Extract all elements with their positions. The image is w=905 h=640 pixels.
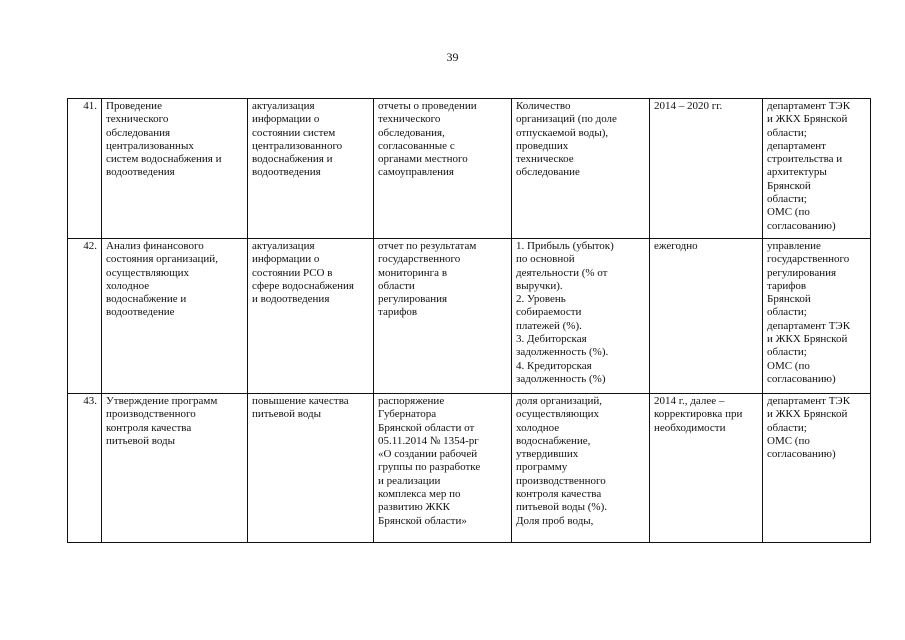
row-number: 43. [68, 394, 102, 543]
responsible-cell: департамент ТЭК и ЖКХ Брянской области; ОМС (по согласованию) [763, 394, 871, 543]
period-cell: 2014 г., далее – корректировка при необходимости [650, 394, 763, 543]
table-row [68, 239, 871, 394]
goal-cell: повышение качества питьевой воды [248, 394, 374, 543]
goal-cell: актуализация информации о состоянии РСО в сфере водоснабжения и водоотведения [248, 239, 374, 394]
activity-cell: Утверждение программ производственного контроля качества питьевой воды [102, 394, 248, 543]
result-cell: отчет по результатам государственного мониторинга в области регулирования тарифов [374, 239, 512, 394]
responsible-cell: управление государственного регулирования тарифов Брянской области; департамент ТЭК и ЖКХ Брянской области; ОМС (по согласованию) [763, 239, 871, 394]
measures-table [67, 98, 871, 543]
indicator-cell: Количество организаций (по доле отпускаемой воды), проведших техническое обследование [512, 99, 650, 239]
row-number: 42. [68, 239, 102, 394]
activity-cell: Проведение технического обследования централизованных систем водоснабжения и водоотведения [102, 99, 248, 239]
responsible-cell: департамент ТЭК и ЖКХ Брянской области; департамент строительства и архитектуры Брянской области; ОМС (по согласованию) [763, 99, 871, 239]
table-row [68, 394, 871, 543]
row-number: 41. [68, 99, 102, 239]
period-cell: ежегодно [650, 239, 763, 394]
indicator-cell: доля организаций, осуществляющих холодное водоснабжение, утвердивших программу производственного контроля качества питьевой воды (%). Доля проб воды, [512, 394, 650, 543]
table-row [68, 99, 871, 239]
indicator-cell: 1. Прибыль (убыток) по основной деятельности (% от выручки). 2. Уровень собираемости платежей (%). 3. Дебиторская задолженность (%). 4. Кредиторская задолженность (%) [512, 239, 650, 394]
page-number: 39 [446, 50, 459, 64]
result-cell: распоряжение Губернатора Брянской области от 05.11.2014 № 1354-рг «О создании рабочей группы по разработке и реализации комплекса мер по развитию ЖКК Брянской области» [374, 394, 512, 543]
period-cell: 2014 – 2020 гг. [650, 99, 763, 239]
result-cell: отчеты о проведении технического обследования, согласованные с органами местного самоуправления [374, 99, 512, 239]
goal-cell: актуализация информации о состоянии систем централизованного водоснабжения и водоотведения [248, 99, 374, 239]
activity-cell: Анализ финансового состояния организаций, осуществляющих холодное водоснабжение и водоотведение [102, 239, 248, 394]
